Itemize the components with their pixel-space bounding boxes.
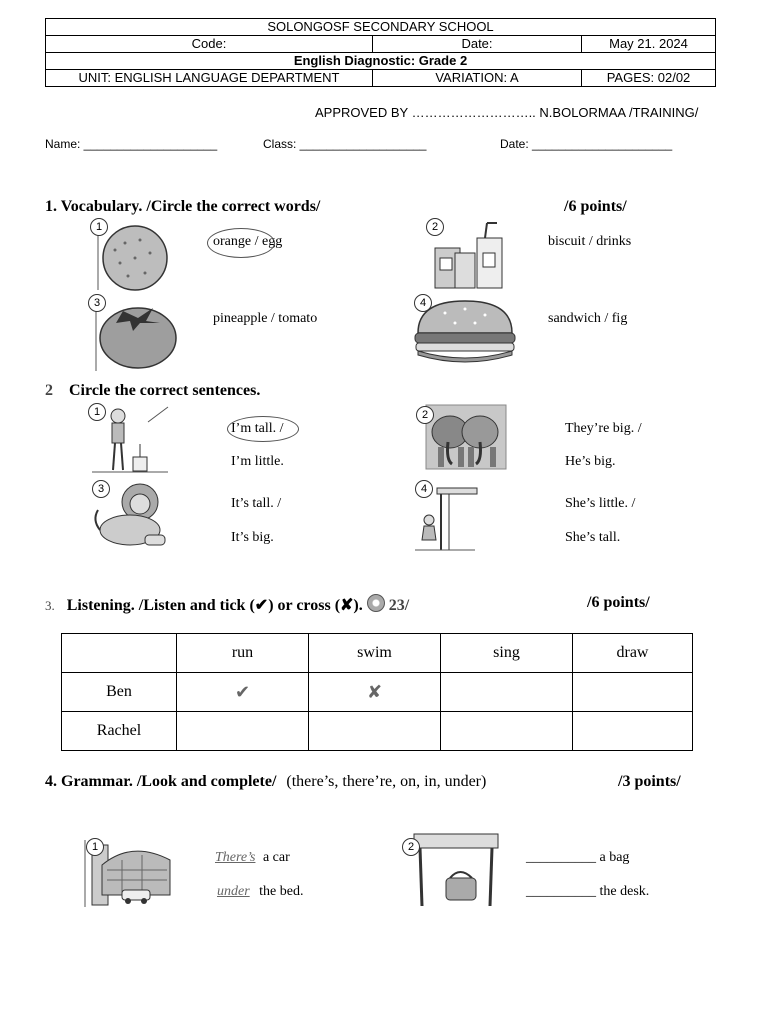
row-name: Rachel (62, 712, 177, 751)
school-name: SOLONGOSF SECONDARY SCHOOL (46, 19, 716, 36)
section3-heading (45, 594, 409, 615)
section3-number: 3. (45, 598, 55, 613)
section1-points: /6 points/ (564, 198, 627, 215)
name-field[interactable]: Name: ____________________ (45, 137, 218, 151)
cd-icon (367, 594, 385, 612)
header-table (45, 18, 716, 87)
table-header-cell: swim (309, 634, 441, 673)
answer-cell[interactable] (573, 712, 693, 751)
sentence-2b[interactable]: He’s big. (565, 454, 616, 469)
vocab-item-2[interactable]: biscuit / drinks (548, 234, 632, 249)
sentence-2a[interactable]: They’re big. / (565, 421, 642, 436)
vocab-item-1-text: orange / egg (213, 234, 283, 249)
table-header-cell: sing (441, 634, 573, 673)
vocab-item-3[interactable]: pineapple / tomato (213, 311, 318, 326)
grammar-line-1b (211, 884, 304, 900)
fill-blank[interactable]: There’s (215, 850, 256, 865)
answer-cell[interactable] (309, 712, 441, 751)
track-number: 23/ (388, 597, 410, 614)
item-number: 3 (92, 480, 110, 498)
table-row (62, 712, 693, 751)
row-name: Ben (62, 673, 177, 712)
answer-circle (227, 416, 299, 442)
item-number: 2 (426, 218, 444, 236)
section1-number: 1. (45, 198, 57, 215)
item-number: 4 (415, 480, 433, 498)
section1-heading (45, 198, 320, 216)
sentence-3b[interactable]: It’s big. (231, 530, 274, 545)
section2-title: Circle the correct sentences. (69, 382, 261, 399)
unit-label: UNIT: ENGLISH LANGUAGE DEPARTMENT (46, 70, 373, 87)
sentence-1a[interactable]: I’m tall. / (231, 421, 284, 436)
class-field[interactable]: Class: ___________________ (263, 137, 427, 151)
fill-blank[interactable]: __________ (526, 850, 596, 865)
section2-number: 2 (45, 382, 53, 399)
grammar-text: the bed. (259, 884, 304, 899)
section2-heading (45, 382, 260, 400)
grammar-text: the desk. (599, 884, 650, 899)
grammar-line-2b (526, 884, 649, 900)
fill-blank[interactable]: __________ (526, 884, 596, 899)
sentence-3a[interactable]: It’s tall. / (231, 496, 282, 511)
answer-cell[interactable] (441, 712, 573, 751)
answer-cell[interactable] (177, 712, 309, 751)
table-header-row (62, 634, 693, 673)
section4-points: /3 points/ (618, 773, 681, 790)
section4-title: Grammar. /Look and complete/ (61, 773, 277, 790)
section3-title: Listening. /Listen and tick (✔) or cross (✘). (66, 597, 363, 614)
answer-cell[interactable] (441, 673, 573, 712)
answer-circle (207, 228, 275, 258)
answer-cell[interactable]: ✘ (309, 673, 441, 712)
item-number: 2 (416, 406, 434, 424)
test-title: English Diagnostic: Grade 2 (46, 53, 716, 70)
grammar-text: a car (262, 850, 290, 865)
item-number: 2 (402, 838, 420, 856)
section1-title: Vocabulary. /Circle the correct words/ (60, 198, 321, 215)
listening-table (61, 633, 693, 751)
item-number: 1 (86, 838, 104, 856)
table-header-cell: run (177, 634, 309, 673)
table-header-cell (62, 634, 177, 673)
code-label: Code: (46, 36, 373, 53)
grammar-line-1a (211, 850, 290, 866)
item-number: 4 (414, 294, 432, 312)
answer-cell[interactable] (573, 673, 693, 712)
answer-cell[interactable]: ✔ (177, 673, 309, 712)
grammar-line-2a (526, 850, 629, 866)
table-header-cell: draw (573, 634, 693, 673)
approved-by: APPROVED BY ……………………….. N.BOLORMAA /TRAINING/ (315, 105, 699, 120)
table-row (62, 673, 693, 712)
sentence-4a[interactable]: She’s little. / (565, 496, 636, 511)
sentence-4b[interactable]: She’s tall. (565, 530, 621, 545)
section3-points: /6 points/ (587, 594, 650, 611)
item-number: 1 (90, 218, 108, 236)
item-number: 1 (88, 403, 106, 421)
date-value: May 21. 2024 (582, 36, 716, 53)
section4-heading (45, 773, 486, 791)
grammar-text: a bag (599, 850, 630, 865)
item-number: 3 (88, 294, 106, 312)
date-field[interactable]: Date: _____________________ (500, 137, 673, 151)
fill-blank[interactable]: under (217, 884, 250, 899)
variation-label: VARIATION: A (373, 70, 582, 87)
date-label: Date: (373, 36, 582, 53)
word-bank: (there’s, there’re, on, in, under) (286, 773, 487, 790)
sentence-1b[interactable]: I’m little. (231, 454, 284, 469)
pages-label: PAGES: 02/02 (582, 70, 716, 87)
section4-number: 4. (45, 773, 57, 790)
vocab-item-4[interactable]: sandwich / fig (548, 311, 628, 326)
